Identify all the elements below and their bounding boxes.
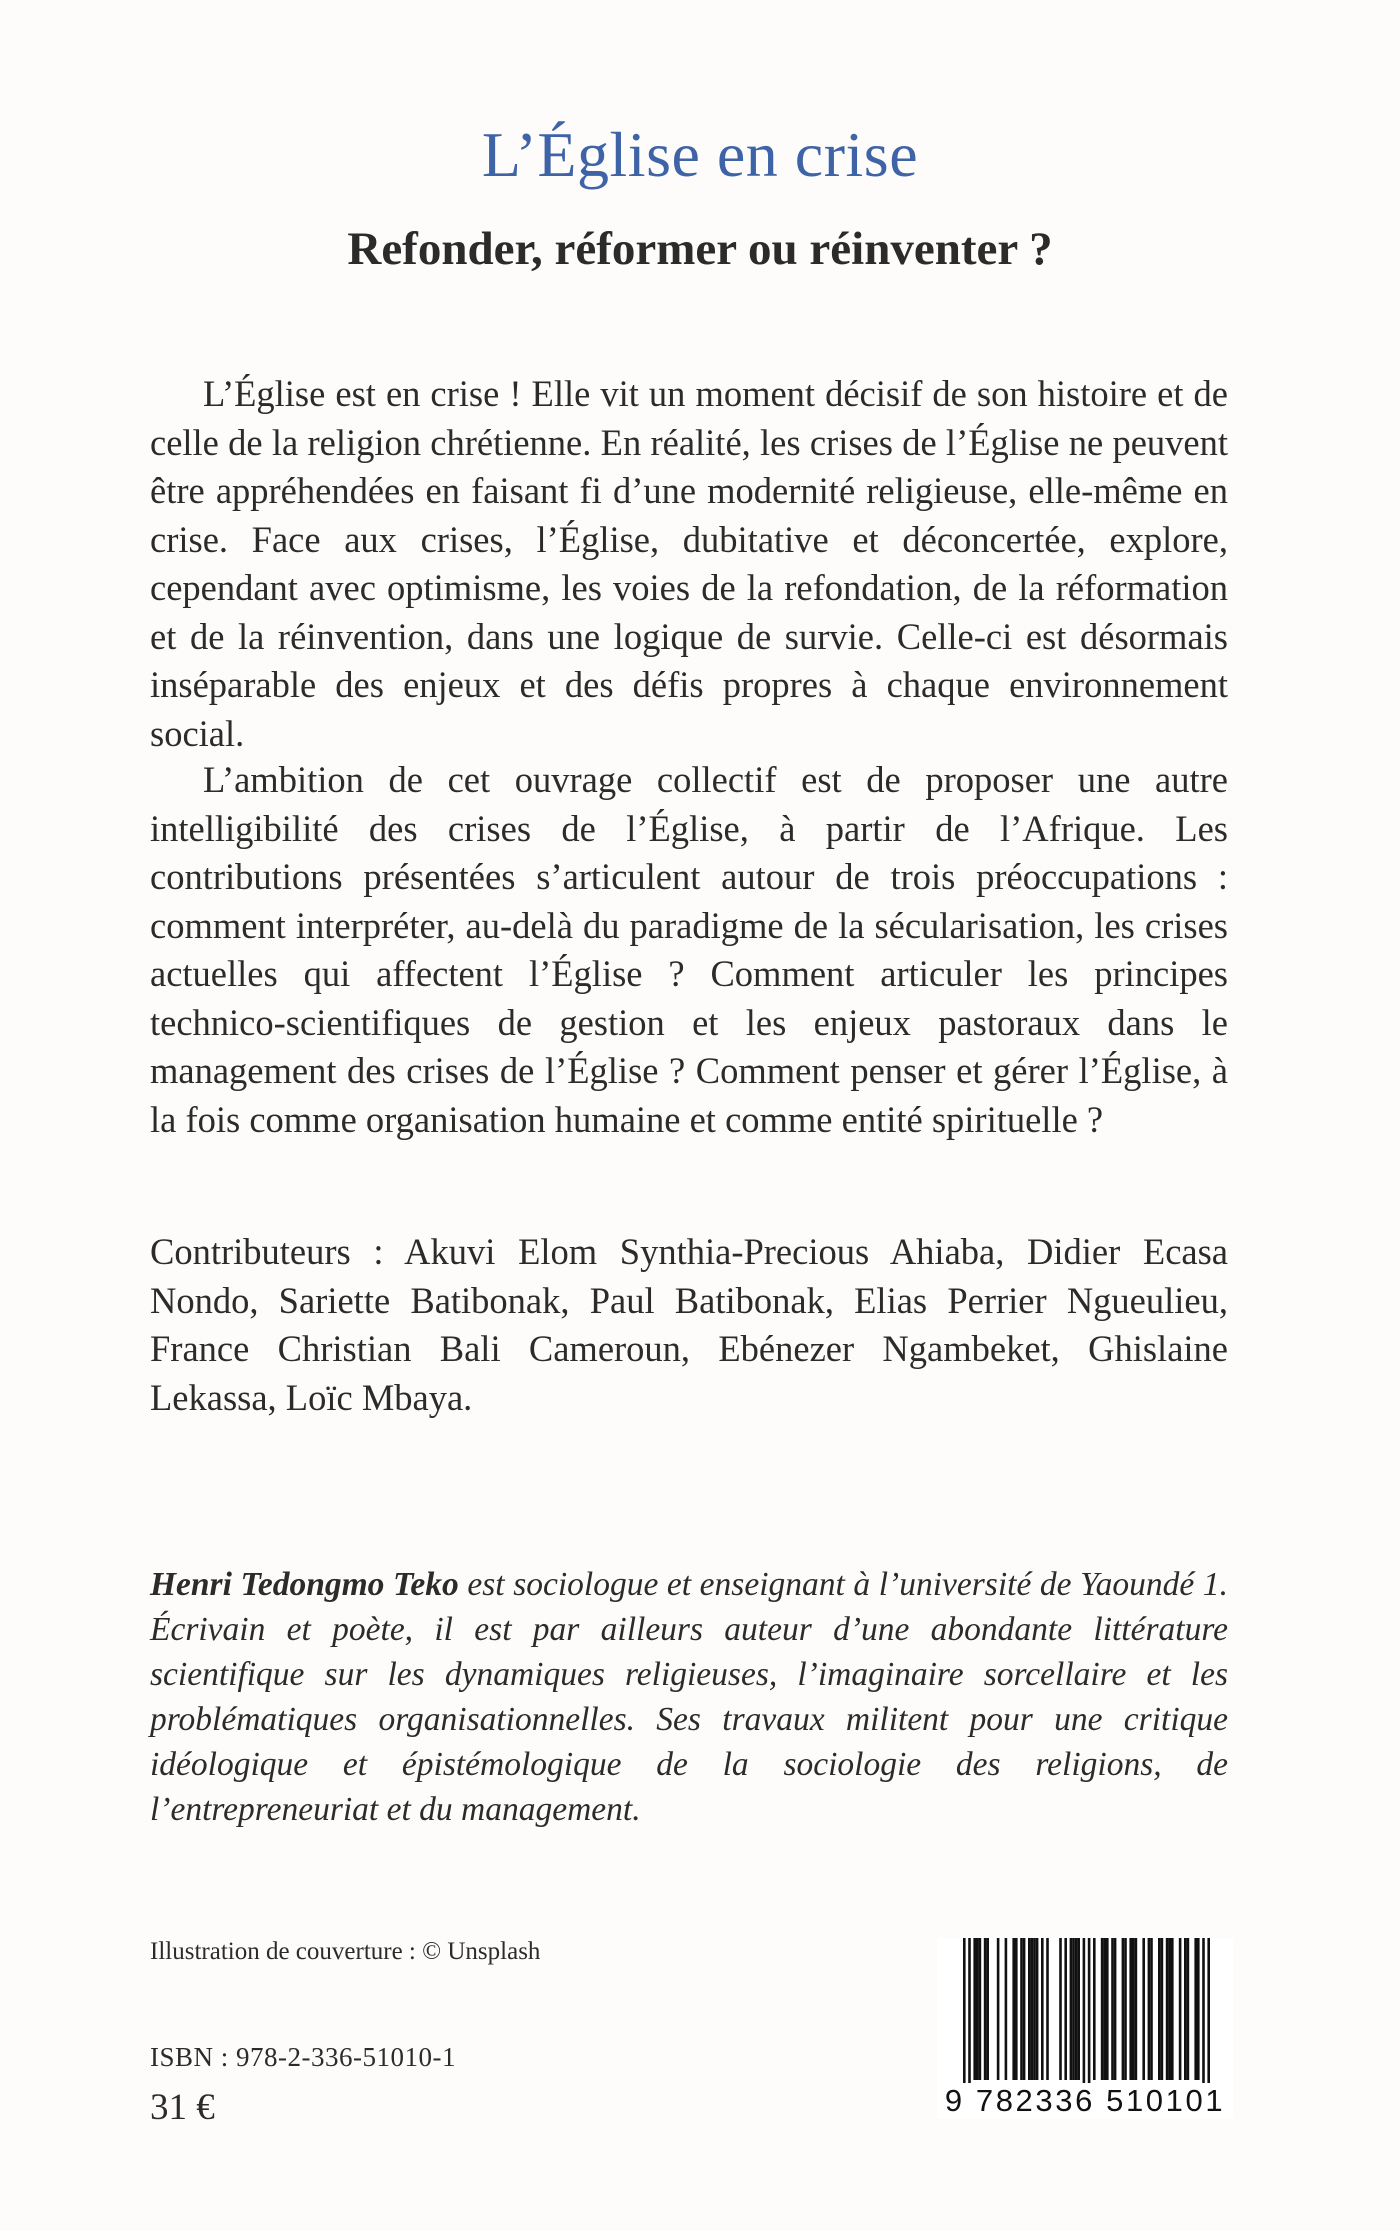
barcode-bar	[1111, 1938, 1114, 2080]
author-name: Henri Tedongmo Teko	[150, 1566, 459, 1603]
barcode-bar	[963, 1938, 966, 2088]
barcode-bar	[1122, 1938, 1125, 2080]
barcode-bar	[1132, 1938, 1135, 2080]
barcode-bar	[1148, 1938, 1151, 2080]
barcode-bar	[1059, 1938, 1062, 2080]
barcode-bar	[1197, 1938, 1200, 2080]
book-title: L’Église en crise	[481, 119, 919, 190]
barcode-bar	[1135, 1938, 1138, 2080]
barcode-bar	[1020, 1938, 1023, 2080]
barcode-bar	[1124, 1938, 1127, 2080]
barcode-bar	[1093, 1938, 1096, 2080]
author-bio	[150, 1562, 1228, 1832]
barcode-bar	[1036, 1938, 1039, 2080]
barcode-bar	[1015, 1938, 1018, 2080]
illustration-credit: Illustration de couverture : © Unsplash	[150, 1938, 541, 1965]
book-subtitle: Refonder, réformer ou réinventer ?	[347, 223, 1053, 275]
barcode-bar	[979, 1938, 982, 2080]
barcode-bar	[973, 1938, 976, 2080]
barcode-bar	[1166, 1938, 1169, 2080]
barcode-bar	[1168, 1938, 1171, 2080]
barcode-bar	[1041, 1938, 1044, 2080]
barcode-bar	[976, 1938, 979, 2080]
author-bio-text: est sociologue et enseignant à l’université de Yaoundé 1. Écrivain et poète, il est par ailleurs auteur d’une abondante littérature scientifique sur les dynamiques religieuses, l’imaginaire sorcellaire et les problématiques organisationnelles. Ses travaux militent pour une critique idéologique et épistémologique de la sociologie des religions, de l’entrepreneuriat et du management.	[150, 1566, 1229, 1828]
barcode-bar	[1072, 1938, 1075, 2080]
barcode-bar	[968, 1938, 971, 2088]
barcode-bar	[986, 1938, 989, 2080]
barcode-bar	[1179, 1938, 1182, 2080]
barcode-bar	[1150, 1938, 1153, 2080]
barcode-bar	[1075, 1938, 1078, 2080]
barcode-bar	[1184, 1938, 1187, 2080]
barcode-bar	[1101, 1938, 1104, 2080]
barcode-bar	[1088, 1938, 1091, 2088]
barcode-bar	[1187, 1938, 1190, 2080]
barcode-bar	[1077, 1938, 1080, 2080]
isbn-label: ISBN : 978-2-336-51010-1	[150, 2042, 456, 2072]
barcode-bar	[1031, 1938, 1034, 2080]
barcode-bar	[1064, 1938, 1067, 2080]
barcode-bar	[1202, 1938, 1205, 2088]
price-label: 31 €	[150, 2087, 215, 2128]
barcode-bar	[1158, 1938, 1161, 2080]
barcode-bar	[1142, 1938, 1145, 2080]
barcode-bar	[1194, 1938, 1197, 2080]
barcode-bar	[1103, 1938, 1106, 2080]
barcode-bar	[1033, 1938, 1036, 2080]
barcode-bar	[1106, 1938, 1109, 2080]
barcode-digits: 9 782336 510101	[937, 2083, 1233, 2119]
barcode-bar	[1005, 1938, 1008, 2080]
barcode-bar	[1114, 1938, 1117, 2080]
summary-paragraph-2: L’ambition de cet ouvrage collectif est de proposer une autre intelligibilité des crises de l’Église, à partir de l’Afrique. Les contributions présentées s’articulent autour de trois préoccupations : comment interpréter, au-delà du paradigme de la sécularisation, les crises actuelles qui affectent l’Église ? Comment articuler les principes technico-scientifiques de gestion et les enjeux pastoraux dans le management des crises de l’Église ? Comment penser et gérer l’Église, à la fois comme organisation humaine et comme entité spirituelle ?	[150, 759, 1228, 1140]
barcode-bar	[1161, 1938, 1164, 2080]
barcode-bars	[937, 1938, 1233, 2088]
summary-paragraph-1: L’Église est en crise ! Elle vit un moment décisif de son histoire et de celle de la religion chrétienne. En réalité, les crises de l’Église ne peuvent être appréhendées en faisant fi d’une modernité religieuse, elle-même en crise. Face aux crises, l’Église, dubitative et déconcertée, explore, cependant avec optimisme, les voies de la refondation, de la réformation et de la réinvention, dans une logique de survie. Celle-ci est désormais inséparable des enjeux et des défis propres à chaque environnement social.	[150, 373, 1228, 754]
barcode-bar	[984, 1938, 987, 2080]
isbn-barcode	[937, 1938, 1233, 2118]
barcode-bar	[1129, 1938, 1132, 2080]
barcode-bar	[1046, 1938, 1049, 2080]
barcode-bar	[1012, 1938, 1015, 2080]
barcode-bar	[1028, 1938, 1031, 2080]
barcode-bar	[997, 1938, 1000, 2080]
barcode-bar	[1207, 1938, 1210, 2088]
barcode-bar	[1023, 1938, 1026, 2080]
barcode-bar	[1083, 1938, 1086, 2088]
barcode-bar	[1070, 1938, 1073, 2080]
contributors-list: Contributeurs : Akuvi Elom Synthia-Precious Ahiaba, Didier Ecasa Nondo, Sariette Batibonak, Paul Batibonak, Elias Perrier Ngueulieu, France Christian Bali Cameroun, Ebénezer Ngambeket, Ghislaine Lekassa, Loïc Mbaya.	[150, 1231, 1228, 1418]
barcode-bar	[1171, 1938, 1174, 2080]
